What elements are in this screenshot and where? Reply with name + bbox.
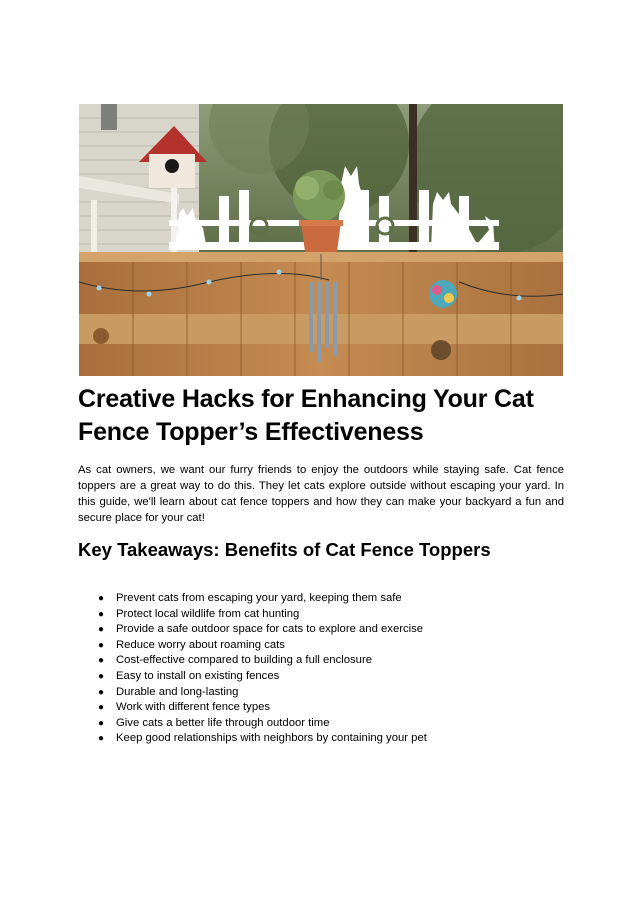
takeaways-list	[78, 591, 564, 747]
list-item-text: Durable and long-lasting	[116, 685, 239, 698]
list-item	[78, 700, 564, 716]
fence-topper-photo	[79, 104, 563, 376]
list-item-text: Reduce worry about roaming cats	[116, 638, 285, 651]
list-item	[78, 607, 564, 623]
bullet-icon: ●	[98, 608, 105, 620]
bullet-icon: ●	[98, 639, 105, 651]
list-item-text: Provide a safe outdoor space for cats to explore and exercise	[116, 623, 424, 636]
list-item-text: Protect local wildlife from cat hunting	[116, 607, 300, 620]
bullet-icon: ●	[98, 686, 105, 698]
list-item	[78, 638, 564, 654]
bullet-icon: ●	[98, 733, 105, 745]
list-item	[78, 685, 564, 701]
bullet-icon: ●	[98, 655, 105, 667]
list-item-text: Give cats a better life through outdoor time	[116, 716, 330, 729]
list-item	[78, 716, 564, 732]
list-item-text: Keep good relationships with neighbors by containing your pet	[116, 732, 427, 745]
section-heading: Key Takeaways: Benefits of Cat Fence Toppers	[78, 539, 491, 560]
bullet-icon: ●	[98, 717, 105, 729]
bullet-icon: ●	[98, 670, 105, 682]
bullet-icon: ●	[98, 593, 105, 604]
list-item	[78, 731, 564, 747]
bullet-icon: ●	[98, 624, 105, 636]
list-item	[78, 622, 564, 638]
list-item-text: Prevent cats from escaping your yard, keeping them safe	[116, 592, 402, 604]
list-item	[78, 669, 564, 685]
hero-image	[79, 104, 563, 376]
list-item-text: Work with different fence types	[116, 701, 271, 714]
intro-paragraph: As cat owners, we want our furry friends to enjoy the outdoors while staying safe. Cat fence toppers are a great way to do this. They let cats explore outside without escaping your yard. In this guide, we'll learn about cat fence toppers and how they can make your backyard a fun and secure place for your cat!	[78, 464, 564, 524]
list-item-text: Cost-effective compared to building a full enclosure	[116, 654, 372, 667]
article-title: Creative Hacks for Enhancing Your Cat Fence Topper’s Effectiveness	[78, 385, 534, 446]
bullet-icon: ●	[98, 702, 105, 714]
list-item	[78, 653, 564, 669]
list-item	[78, 591, 564, 607]
list-item-text: Easy to install on existing fences	[116, 669, 280, 682]
